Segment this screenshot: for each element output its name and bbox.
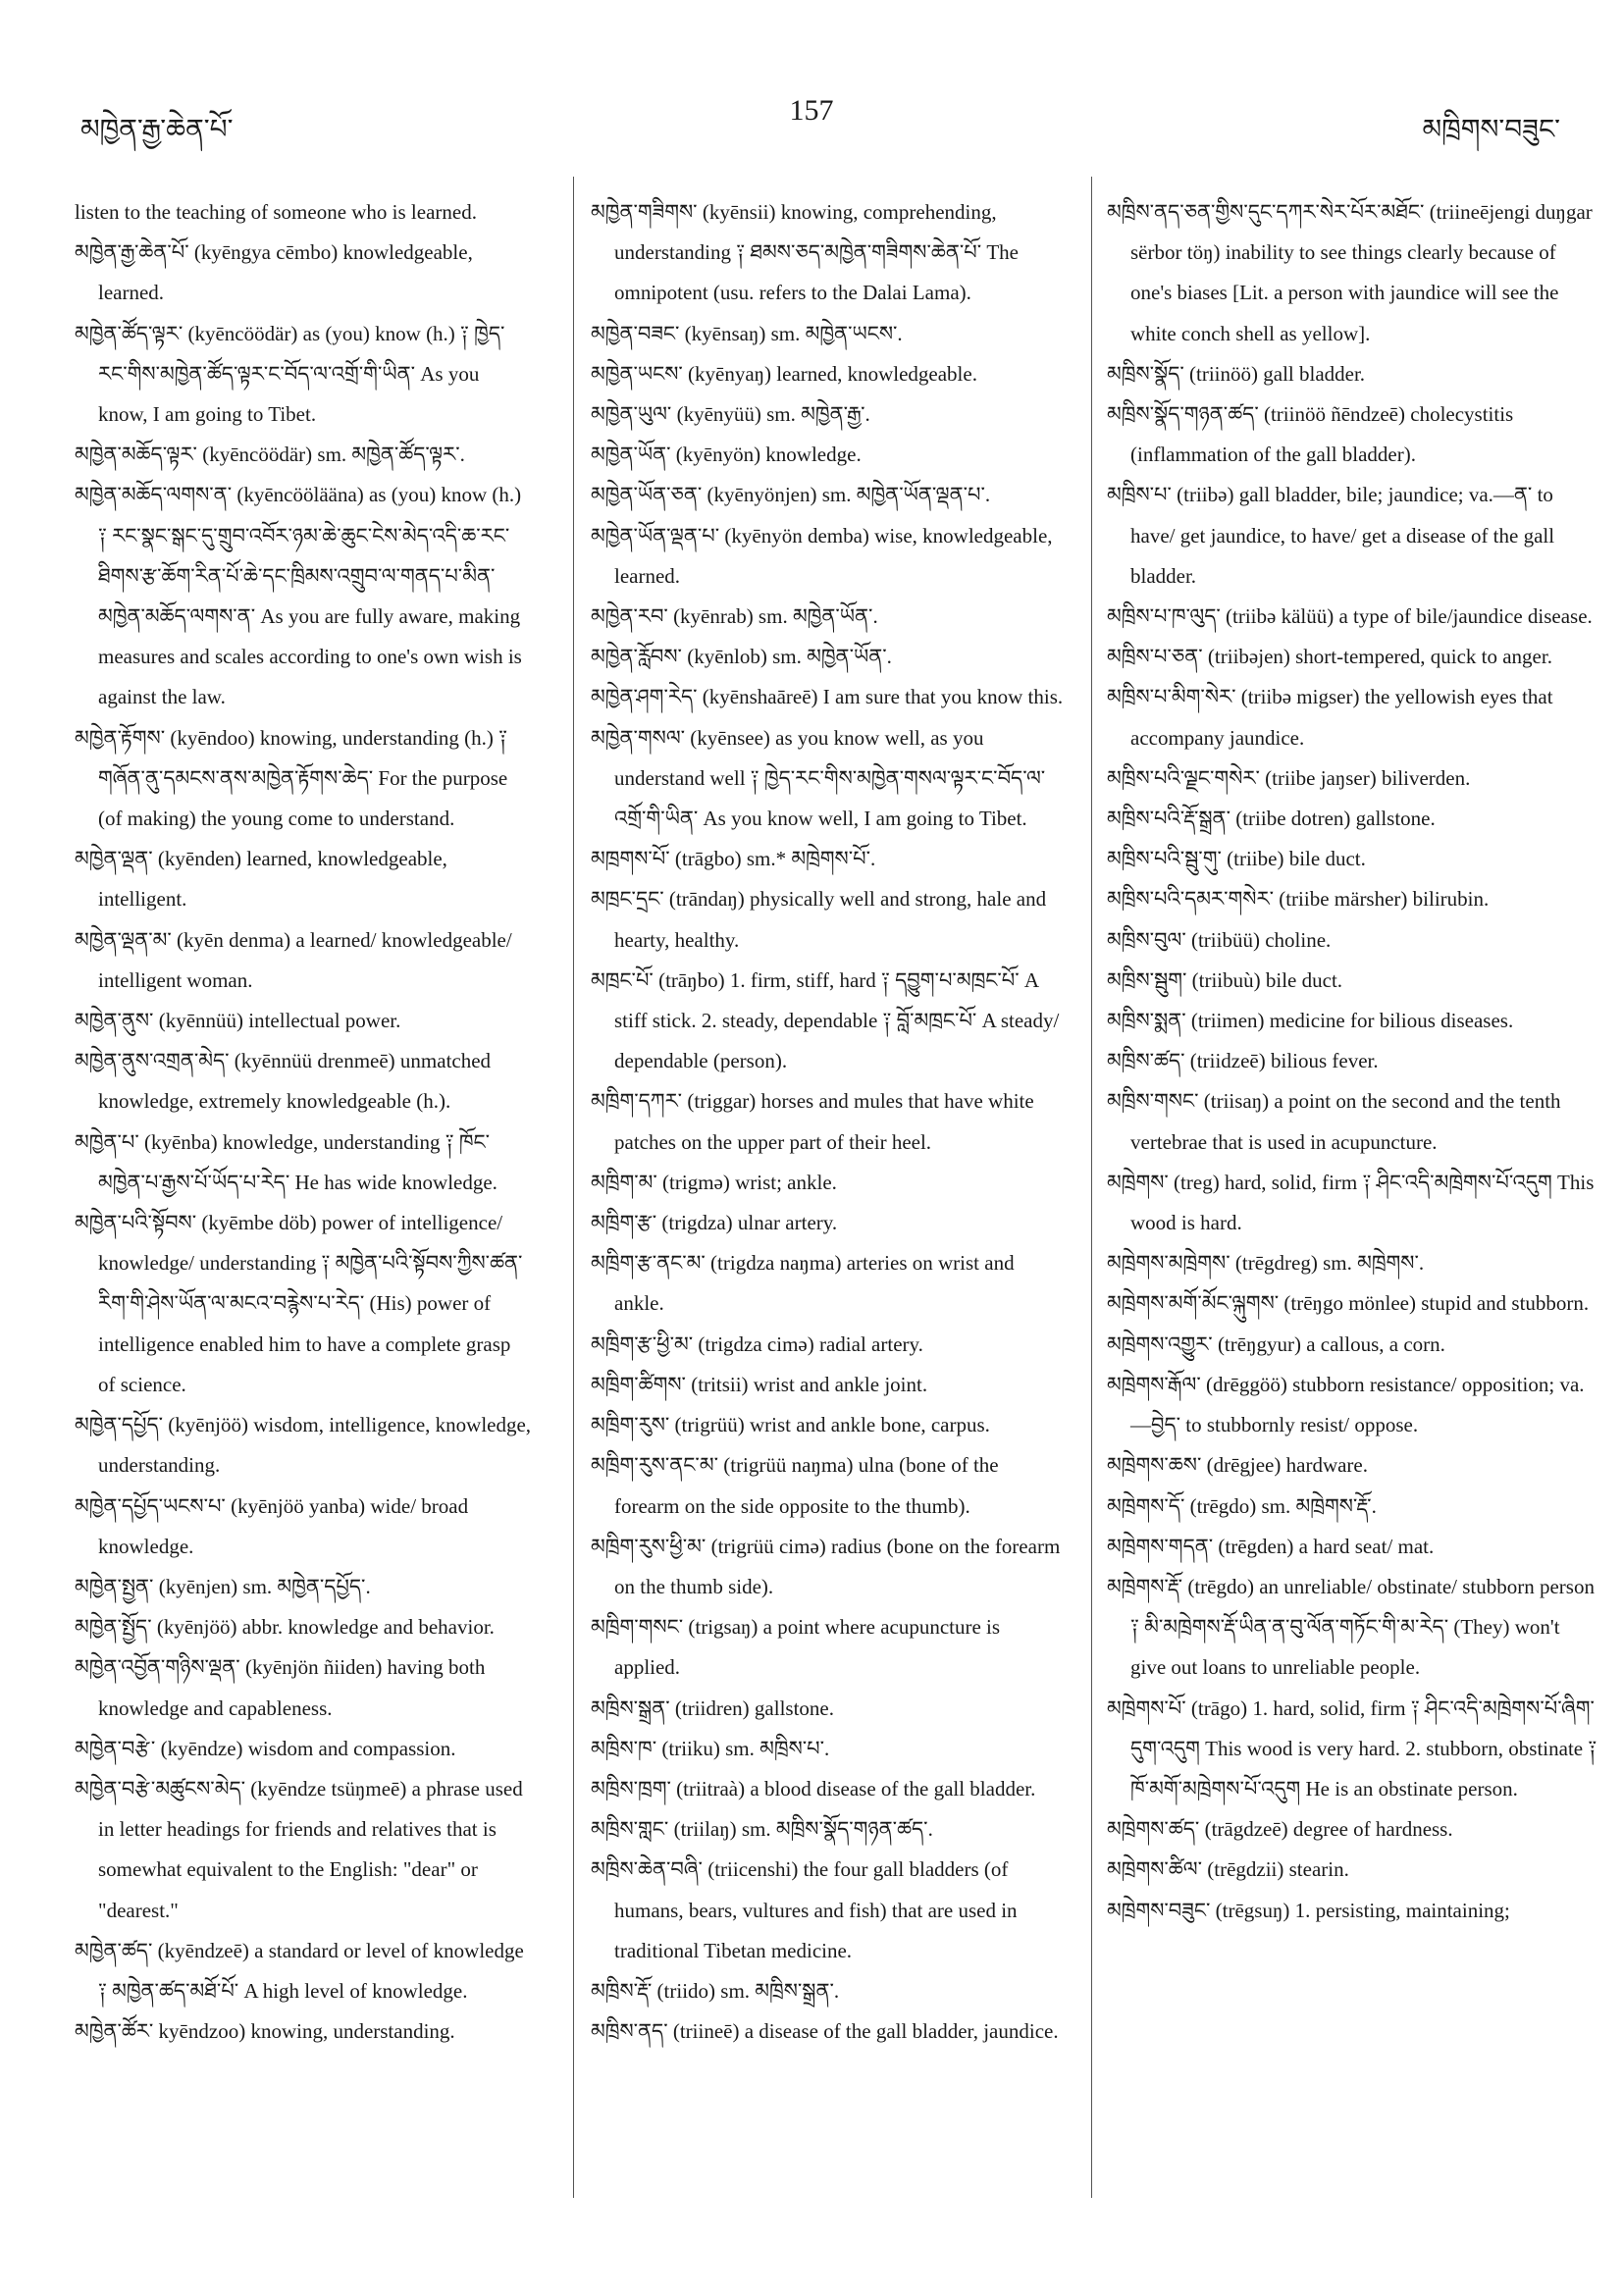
dictionary-entry: མཁྲེགས་གདན་ (trēgden) a hard seat/ mat.	[1107, 1534, 1435, 1558]
dictionary-entry: མཁྱེན་ཚད་ (kyēndzeē) a standard or level of knowledge ༑ མཁྱེན་ཚད་མཐོ་པོ་ A high level of knowledge.	[75, 1938, 524, 2003]
dictionary-entry: མཁྱེན་རྒྱ་ཆེན་པོ་ (kyēngya cēmbo) knowledgeable, learned.	[75, 240, 473, 305]
dictionary-entry: མཁྱེན་ནུས་ (kyēnnüü) intellectual power.	[75, 1009, 401, 1033]
dictionary-entry: མཁྲིག་གསང་ (trigsaŋ) a point where acupuncture is applied.	[591, 1615, 1001, 1680]
dictionary-entry: མཁྲིས་ཁ་ (triiku) sm. མཁྲིས་པ་.	[591, 1736, 830, 1760]
dictionary-entry: མཁྲེགས་མཁྲེགས་ (trēgdreg) sm. མཁྲེགས་.	[1107, 1251, 1425, 1276]
dictionary-entry: མཁྲིས་བུལ་ (triibüü) choline.	[1107, 927, 1332, 952]
dictionary-entry: མཁྱེན་ཚོར་ kyēndzoo) knowing, understanding.	[75, 2019, 455, 2044]
dictionary-entry: མཁྲིག་མ་ (trigmə) wrist; ankle.	[591, 1170, 837, 1194]
dictionary-entry: མཁྲགས་པོ་ (trāgbo) sm.* མཁྲེགས་པོ་.	[591, 847, 876, 871]
dictionary-entry: མཁྲིས་སྣོད་ (triinöö) gall bladder.	[1107, 361, 1366, 386]
dictionary-entry: མཁྱེན་གསལ་ (kyēnsee) as you know well, as you understand well ༑ ཁྱེད་རང་གིས་མཁྱེན་གསལ་ལྟར་ང་བོད་ལ་འགྲོ་གི་ཡིན་ As you know well, I am going to Tibet.	[591, 725, 1046, 831]
dictionary-entry: མཁྲིག་དཀར་ (triggar) horses and mules that have white patches on the upper part of their heel.	[591, 1089, 1034, 1154]
dictionary-entry: མཁྱེན་བཟང་ (kyēnsaŋ) sm. མཁྱེན་ཡངས་.	[591, 321, 903, 345]
dictionary-entry: མཁྲིས་ཁྲག་ (triitraà) a blood disease of the gall bladder.	[591, 1776, 1036, 1800]
dictionary-entry: མཁྲིས་པ་ཅན་ (triibəjen) short-tempered, quick to anger.	[1107, 645, 1552, 669]
dictionary-entry: མཁྲིས་སྣོད་གཉན་ཚད་ (triinöö ñēndzeē) cholecystitis (inflammation of the gall bladder).	[1107, 402, 1514, 467]
dictionary-entry: མཁྲིས་ཆེན་བཞི་ (triicenshi) the four gall bladders (of humans, bears, vultures and fish) that are used in traditional Tibetan medicine.	[591, 1857, 1018, 1962]
dictionary-entry: མཁྱེན་ཡོན་ལྡན་པ་ (kyēnyön demba) wise, knowledgeable, learned.	[591, 523, 1053, 588]
dictionary-entry: མཁྲེགས་ (treg) hard, solid, firm ༑ ཤིང་འདི་མཁྲེགས་པོ་འདུག This wood is hard.	[1107, 1170, 1595, 1235]
dictionary-entry: མཁྲིག་རུས་ཕྱི་མ་ (trigrüü cimə) radius (bone on the forearm on the thumb side).	[591, 1534, 1061, 1598]
dictionary-entry: མཁྱེན་ཡོན་ཅན་ (kyēnyönjen) sm. མཁྱེན་ཡོན་ལྡན་པ་.	[591, 483, 991, 507]
column-2	[591, 192, 1066, 2052]
dictionary-entry: མཁྱེན་འབྱོན་གཉིས་ལྡན་ (kyēnjön ñiiden) having both knowledge and capableness.	[75, 1655, 486, 1720]
right-running-head: མཁྲིགས་བཟུང་	[1422, 115, 1560, 145]
dictionary-entry: མཁྲང་པོ་ (trāŋbo) 1. firm, stiff, hard ༑ དབྱུག་པ་མཁྲང་པོ་ A stiff stick. 2. steady, dependable ༑ བློ་མཁྲང་པོ་ A steady/ dependable (person).	[591, 967, 1060, 1073]
dictionary-entry: མཁྱེན་མཆོད་ལགས་ན་ (kyēncöölääna) as (you) know (h.) ༑ རང་སྣང་སྒང་དུ་གྲུབ་འབོར་ཉམ་ཆེ་ཆུང་ངེས་མེད་འདི་ཆ་རང་ཐིགས་རྩ་ཆོག་རིན་པོ་ཆེ་དང་ཁྲིམས་འགྲུབ་ལ་གནད་པ་མིན་མཁྱེན་མཆོད་ལགས་ན་ As you are fully aware, making measures and scales according to one's own wish is against the law.	[75, 483, 522, 709]
dictionary-entry: མཁྲེགས་བཟུང་ (trēgsuŋ) 1. persisting, maintaining;	[1107, 1898, 1510, 1922]
dictionary-entry: མཁྲེགས་ཆས་ (drēgjee) hardware.	[1107, 1453, 1368, 1478]
page-number: 157	[789, 94, 834, 127]
dictionary-entry: མཁྱེན་རྟོགས་ (kyēndoo) knowing, understanding (h.) ༑ གཞོན་ནུ་དམངས་ནས་མཁྱེན་རྟོགས་ཆེད་ For the purpose (of making) the young come to understand.	[75, 725, 508, 831]
dictionary-entry: listen to the teaching of someone who is learned.	[75, 200, 477, 224]
dictionary-entry: མཁྲིག་རྩ་ཕྱི་མ་ (trigdza cimə) radial artery.	[591, 1331, 923, 1356]
dictionary-entry: མཁྲིག་ཚིགས་ (tritsii) wrist and ankle joint.	[591, 1372, 928, 1396]
dictionary-entry: མཁྱེན་རློབས་ (kyēnlob) sm. མཁྱེན་ཡོན་.	[591, 645, 892, 669]
column-divider	[573, 177, 574, 2198]
dictionary-entry: མཁྱེན་ལྡན་ (kyēnden) learned, knowledgeable, intelligent.	[75, 847, 447, 912]
dictionary-entry: མཁྱེན་དཔྱོད་ཡངས་པ་ (kyēnjöö yanba) wide/ broad knowledge.	[75, 1493, 469, 1558]
dictionary-entry: མཁྲིས་རྡོ་ (triido) sm. མཁྲིས་སྒྲན་.	[591, 1978, 840, 2003]
dictionary-entry: མཁྱེན་པ་ (kyēnba) knowledge, understanding ༑ ཁོང་མཁྱེན་པ་རྒྱས་པོ་ཡོད་པ་རེད་ He has wide knowledge.	[75, 1129, 497, 1194]
dictionary-entry: མཁྲེགས་པོ་ (trāgo) 1. hard, solid, firm ༑ ཤིང་འདི་མཁྲེགས་པོ་ཞིག་དུག་འདུག This wood is very hard. 2. stubborn, obstinate ༑ ཁོ་མགོ་མཁྲེགས་པོ་འདུག He is an obstinate person.	[1107, 1696, 1597, 1800]
dictionary-entry: མཁྲིས་པའི་སྦུ་གུ་ (triibe) bile duct.	[1107, 847, 1366, 871]
dictionary-entry: མཁྲིས་སྨན་ (triimen) medicine for bilious diseases.	[1107, 1009, 1514, 1033]
dictionary-entry: མཁྱེན་ཡོན་ (kyēnyön) knowledge.	[591, 443, 862, 467]
dictionary-entry: མཁྲིས་པ་ (triibə) gall bladder, bile; jaundice; va.—ན་ to have/ get jaundice, to have/ get a disease of the gall bladder.	[1107, 483, 1555, 588]
dictionary-entry: མཁྲེགས་ཚད་ (trāgdzeē) degree of hardness.	[1107, 1817, 1453, 1842]
dictionary-entry: མཁྱེན་ནུས་འགྲན་མེད་ (kyēnnüü drenmeē) unmatched knowledge, extremely knowledgeable (h.).	[75, 1049, 492, 1114]
dictionary-entry: མཁྲེགས་འགྱུར་ (trēŋgyur) a callous, a corn.	[1107, 1331, 1445, 1356]
left-running-head: མཁྱེན་རྒྱ་ཆེན་པོ་	[80, 115, 234, 145]
dictionary-entry: མཁྱེན་བརྩེ་མཚུངས་མེད་ (kyēndze tsüŋmeē) a phrase used in letter headings for friends and relatives that is somewhat equivalent to the English: "dear" or "dearest."	[75, 1776, 523, 1922]
dictionary-entry: མཁྲིས་ནད་ (triineē) a disease of the gall bladder, jaundice.	[591, 2019, 1059, 2044]
dictionary-entry: མཁྲིས་པ་མིག་སེར་ (triibə migser) the yellowish eyes that accompany jaundice.	[1107, 685, 1553, 750]
dictionary-entry: མཁྲིས་པའི་དམར་གསེར་ (triibe märsher) bilirubin.	[1107, 887, 1490, 912]
dictionary-entry: མཁྲེགས་ཚིལ་ (trēgdzii) stearin.	[1107, 1857, 1349, 1882]
column-1	[75, 192, 532, 2052]
dictionary-entry: མཁྲིས་གླང་ (triilaŋ) sm. མཁྲིས་སྣོད་གཉན་ཚད་.	[591, 1817, 933, 1842]
dictionary-entry: མཁྱེན་མཆོད་ལྟར་ (kyēncöödär) sm. མཁྱེན་ཚོད་ལྟར་.	[75, 443, 465, 467]
dictionary-entry: མཁྲིག་རྩ་ནང་མ་ (trigdza naŋma) arteries on wrist and ankle.	[591, 1251, 1015, 1316]
dictionary-entry: མཁྱེན་བརྩེ་ (kyēndze) wisdom and compassion.	[75, 1736, 456, 1760]
dictionary-entry: མཁྱེན་པའི་སྟོབས་ (kyēmbe döb) power of intelligence/ knowledge/ understanding ༑ མཁྱེན་པའི་སྟོབས་ཀྱིས་ཚན་རིག་གི་ཤེས་ཡོན་ལ་མངའ་བརྙེས་པ་རེད་ (His) power of intelligence enabled him to have a complete grasp of science.	[75, 1211, 523, 1396]
dictionary-entry: མཁྱེན་ཡུལ་ (kyēnyüü) sm. མཁྱེན་རྒྱ་.	[591, 402, 870, 427]
dictionary-entry: མཁྲེགས་མགོ་མོང་ལྐུགས་ (trēŋgo mönlee) stupid and stubborn.	[1107, 1291, 1590, 1316]
dictionary-entry: མཁྱེན་རབ་ (kyēnrab) sm. མཁྱེན་ཡོན་.	[591, 604, 878, 629]
dictionary-entry: མཁྲེགས་རྒོལ་ (drēggöö) stubborn resistance/ opposition; va.—བྱེད་ to stubbornly resist/ oppose.	[1107, 1372, 1585, 1437]
dictionary-entry: མཁྱེན་དཔྱོད་ (kyēnjöö) wisdom, intelligence, knowledge, understanding.	[75, 1413, 532, 1478]
dictionary-entry: མཁྲང་དྲང་ (trāndaŋ) physically well and strong, hale and hearty, healthy.	[591, 887, 1047, 952]
column-3	[1107, 192, 1597, 1931]
dictionary-entry: མཁྱེན་གཟིགས་ (kyēnsii) knowing, comprehending, understanding ༑ ཐམས་ཅད་མཁྱེན་གཟིགས་ཆེན་པོ་ The omnipotent (usu. refers to the Dalai Lama).	[591, 200, 1020, 305]
dictionary-entry: མཁྲིག་རྩ་ (trigdza) ulnar artery.	[591, 1211, 838, 1235]
dictionary-entry: མཁྲིས་པ་ཁ་ལུད་ (triibə kälüü) a type of bile/jaundice disease.	[1107, 604, 1593, 629]
dictionary-entry: མཁྲིས་ནད་ཅན་གྱིས་དུང་དཀར་སེར་པོར་མཐོང་ (triineējengi duŋgar sërbor töŋ) inability to see things clearly because of one's biases [Lit. a person with jaundice will see the white conch shell as yellow].	[1107, 200, 1593, 345]
dictionary-entry: མཁྲིས་སྦུག་ (triibuù) bile duct.	[1107, 967, 1343, 992]
dictionary-entry: མཁྱེན་ལྡན་མ་ (kyēn denma) a learned/ knowledgeable/ intelligent woman.	[75, 927, 512, 992]
dictionary-entry: མཁྲེགས་རྡོ་ (trēgdo) an unreliable/ obstinate/ stubborn person ༑ མི་མཁྲེགས་རྡོ་ཡིན་ན་བུ་ལོན་གཏོང་གི་མ་རེད་ (They) won't give out loans to unreliable people.	[1107, 1574, 1595, 1680]
dictionary-entry: མཁྱེན་ཡངས་ (kyēnyaŋ) learned, knowledgeable.	[591, 361, 977, 386]
column-divider	[1091, 177, 1092, 2198]
dictionary-entry: མཁྲིག་རུས་ (trigrüü) wrist and ankle bone, carpus.	[591, 1413, 990, 1437]
dictionary-entry: མཁྱེན་སྤྱན་ (kyēnjen) sm. མཁྱེན་དཔྱོད་.	[75, 1574, 371, 1598]
dictionary-entry: མཁྲིས་གསང་ (triisaŋ) a point on the second and the tenth vertebrae that is used in acupuncture.	[1107, 1089, 1561, 1154]
dictionary-entry: མཁྲེགས་དོ་ (trēgdo) sm. མཁྲེགས་རྡོ་.	[1107, 1493, 1377, 1518]
dictionary-entry: མཁྱེན་ཤག་རེད་ (kyēnshaāreē) I am sure that you know this.	[591, 685, 1064, 709]
dictionary-entry: མཁྲིས་པའི་ལྗང་གསེར་ (triibe jaŋser) biliverden.	[1107, 765, 1471, 790]
dictionary-entry: མཁྱེན་སྤྱོད་ (kyēnjöö) abbr. knowledge and behavior.	[75, 1615, 495, 1640]
dictionary-entry: མཁྲིག་རུས་ནང་མ་ (trigrüü naŋma) ulna (bone of the forearm on the side opposite to the thumb).	[591, 1453, 999, 1518]
dictionary-entry: མཁྱེན་ཚོད་ལྟར་ (kyēncöödär) as (you) know (h.) ༑ ཁྱེད་རང་གིས་མཁྱེན་ཚོད་ལྟར་ང་བོད་ལ་འགྲོ་གི་ཡིན་ As you know, I am going to Tibet.	[75, 321, 505, 427]
dictionary-entry: མཁྲིས་སྒྲན་ (triidren) gallstone.	[591, 1696, 834, 1720]
dictionary-entry: མཁྲིས་པའི་རྡོ་སྒྲན་ (triibe dotren) gallstone.	[1107, 807, 1436, 831]
dictionary-entry: མཁྲིས་ཚད་ (triidzeē) bilious fever.	[1107, 1049, 1379, 1073]
